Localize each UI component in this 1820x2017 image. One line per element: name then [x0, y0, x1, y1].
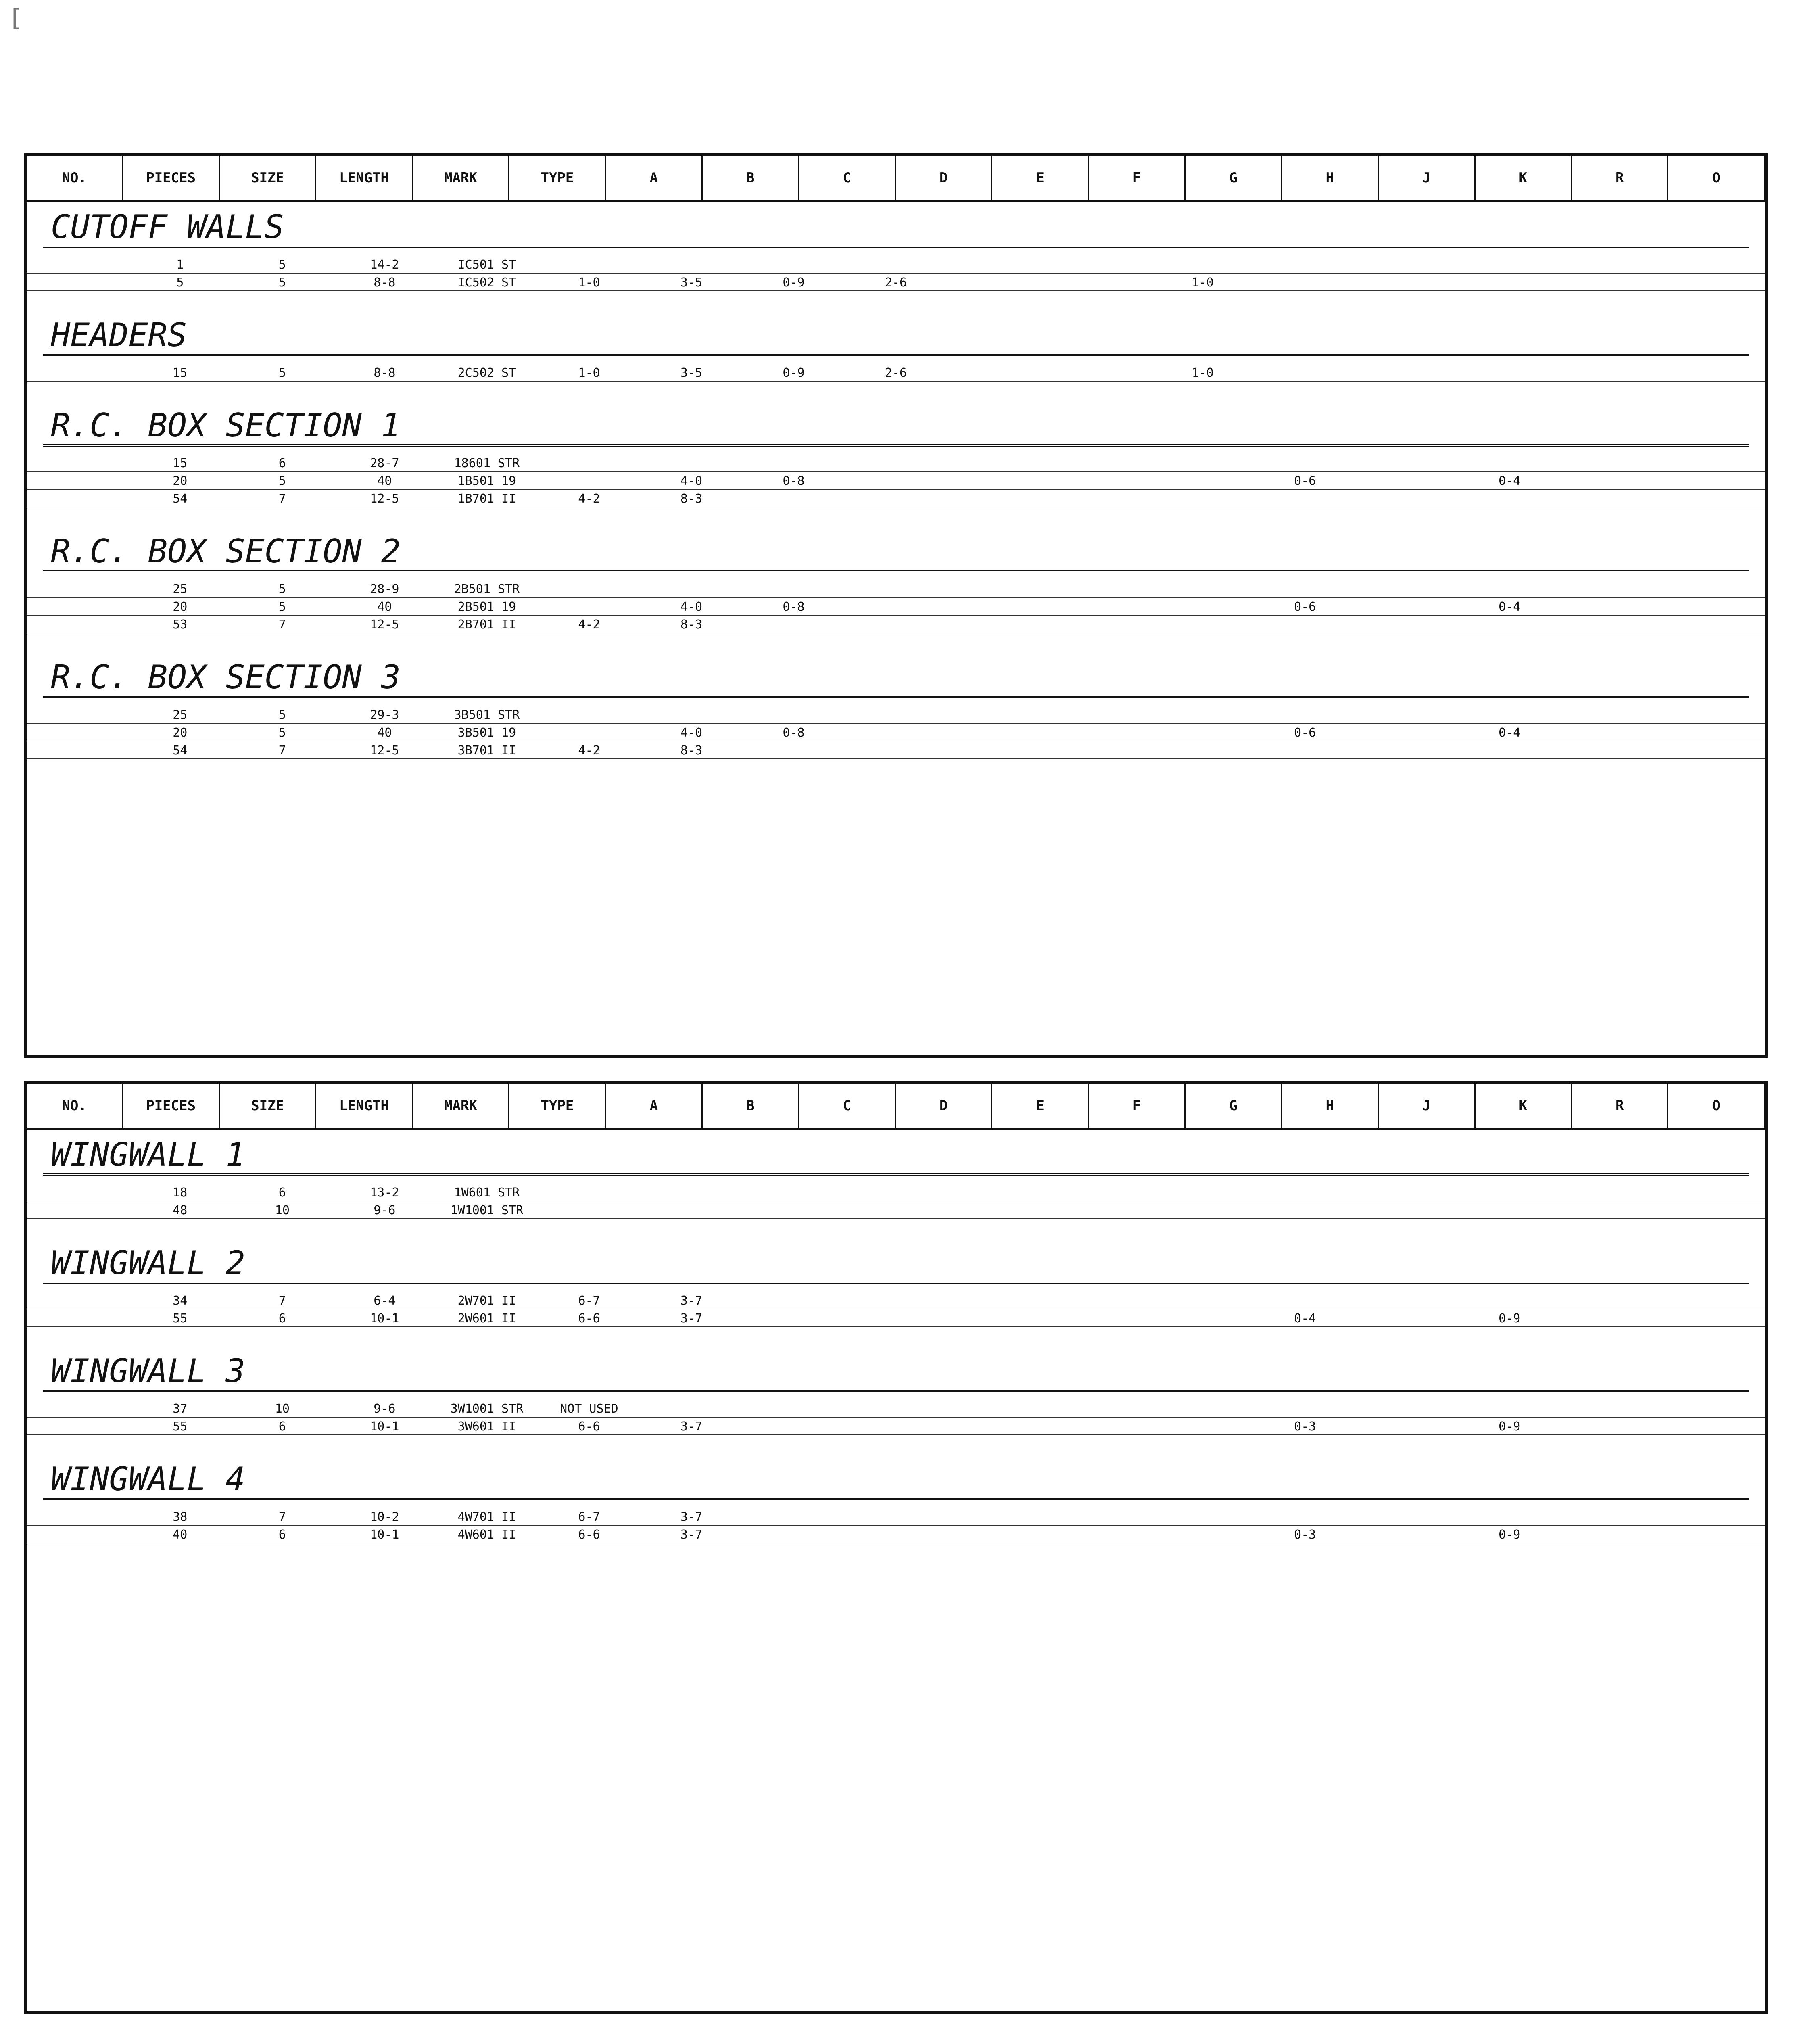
table-cell: 14-2 — [370, 257, 399, 272]
table-cell: 2-6 — [885, 365, 907, 380]
header-cell: R — [1572, 156, 1668, 200]
table-cell: 0-8 — [783, 599, 805, 614]
table-cell: 0-4 — [1294, 1311, 1316, 1326]
table-cell: 2B501 STR — [454, 582, 520, 596]
table-cell: 1W1001 STR — [450, 1203, 524, 1217]
table-cell: 0-4 — [1499, 474, 1521, 488]
table-cell: 40 — [377, 474, 392, 488]
table-cell: 54 — [173, 491, 188, 506]
header-cell: MARK — [413, 156, 509, 200]
header-cell: SIZE — [220, 156, 316, 200]
table-cell: 10-1 — [370, 1527, 399, 1542]
table-cell: 37 — [173, 1401, 188, 1416]
table-row — [27, 725, 1765, 741]
table-cell: NOT USED — [560, 1401, 618, 1416]
table-cell: 18601 STR — [454, 456, 520, 470]
table-row — [27, 1292, 1765, 1309]
table-cell: 9-6 — [374, 1203, 396, 1217]
header-cell: K — [1476, 156, 1572, 200]
schedule-rows — [27, 200, 1765, 1055]
table-cell: 13-2 — [370, 1185, 399, 1200]
table-row — [27, 1401, 1765, 1418]
table-cell: 3W1001 STR — [450, 1401, 524, 1416]
table-cell: 5 — [278, 599, 286, 614]
table-cell: 5 — [278, 708, 286, 722]
header-cell: J — [1379, 156, 1475, 200]
table-cell: 6 — [278, 1311, 286, 1326]
table-cell: 0-6 — [1294, 725, 1316, 740]
table-cell: 2W601 II — [457, 1311, 516, 1326]
header-cell: PIECES — [123, 1084, 219, 1128]
table-cell: 53 — [173, 617, 188, 632]
table-cell: 10-1 — [370, 1311, 399, 1326]
table-row — [27, 1184, 1765, 1201]
table-cell: 6-6 — [578, 1527, 600, 1542]
table-cell: 7 — [278, 491, 286, 506]
table-row — [27, 1418, 1765, 1435]
table-cell: 5 — [176, 275, 184, 290]
table-cell: 29-3 — [370, 708, 399, 722]
header-cell: G — [1186, 1084, 1282, 1128]
table-cell: 1B701 II — [457, 491, 516, 506]
table-cell: 9-6 — [374, 1401, 396, 1416]
table-row — [27, 581, 1765, 598]
table-cell: 12-5 — [370, 491, 399, 506]
table-cell: 15 — [173, 365, 188, 380]
section-title: CUTOFF WALLS — [43, 208, 1749, 248]
table-cell: 3B501 19 — [457, 725, 516, 740]
table-cell: 7 — [278, 617, 286, 632]
header-cell: F — [1089, 1084, 1186, 1128]
table-cell: 6 — [278, 1185, 286, 1200]
table-cell: 10 — [275, 1203, 290, 1217]
table-cell: 6 — [278, 1419, 286, 1434]
header-cell: J — [1379, 1084, 1475, 1128]
table-cell: 40 — [173, 1527, 188, 1542]
table-cell: 48 — [173, 1203, 188, 1217]
header-cell: D — [896, 1084, 992, 1128]
table-cell: 6-7 — [578, 1293, 600, 1308]
header-cell: MARK — [413, 1084, 509, 1128]
table-cell: 7 — [278, 743, 286, 758]
schedule-rows — [27, 1128, 1765, 2011]
table-row — [27, 455, 1765, 472]
table-cell: 3-7 — [680, 1419, 703, 1434]
table-cell: 18 — [173, 1185, 188, 1200]
table-cell: 55 — [173, 1311, 188, 1326]
header-cell: LENGTH — [316, 1084, 413, 1128]
table-row — [27, 473, 1765, 490]
table-cell: IC502 ST — [457, 275, 516, 290]
table-cell: 4W601 II — [457, 1527, 516, 1542]
table-cell: 12-5 — [370, 617, 399, 632]
header-cell: D — [896, 156, 992, 200]
table-row — [27, 1202, 1765, 1219]
table-cell: 0-6 — [1294, 474, 1316, 488]
table-cell: 54 — [173, 743, 188, 758]
table-row — [27, 365, 1765, 382]
table-row — [27, 491, 1765, 507]
table-cell: 0-9 — [1499, 1419, 1521, 1434]
header-cell: O — [1668, 156, 1765, 200]
header-cell: TYPE — [509, 1084, 606, 1128]
header-cell: C — [799, 1084, 896, 1128]
table-cell: 2W701 II — [457, 1293, 516, 1308]
header-cell: B — [703, 1084, 799, 1128]
table-cell: 15 — [173, 456, 188, 470]
table-cell: 55 — [173, 1419, 188, 1434]
table-cell: 6-6 — [578, 1311, 600, 1326]
table-cell: 3-7 — [680, 1293, 703, 1308]
table-cell: 0-4 — [1499, 725, 1521, 740]
table-cell: 40 — [377, 599, 392, 614]
table-cell: 12-5 — [370, 743, 399, 758]
table-cell: 6-7 — [578, 1510, 600, 1524]
section-title: HEADERS — [43, 316, 1749, 356]
table-cell: 3-7 — [680, 1510, 703, 1524]
table-cell: 4-2 — [578, 743, 600, 758]
header-cell: PIECES — [123, 156, 219, 200]
table-cell: 4W701 II — [457, 1510, 516, 1524]
table-cell: 1-0 — [1192, 275, 1214, 290]
table-cell: 1 — [176, 257, 184, 272]
table-row — [27, 599, 1765, 616]
header-cell: O — [1668, 1084, 1765, 1128]
table-row — [27, 616, 1765, 633]
header-cell: NO. — [27, 1084, 123, 1128]
header-cell: G — [1186, 156, 1282, 200]
table-cell: 40 — [377, 725, 392, 740]
table-cell: 3B501 STR — [454, 708, 520, 722]
table-row — [27, 1310, 1765, 1327]
table-cell: 5 — [278, 725, 286, 740]
header-cell: A — [606, 156, 703, 200]
table-cell: 0-3 — [1294, 1527, 1316, 1542]
table-cell: 0-4 — [1499, 599, 1521, 614]
section-title: WINGWALL 1 — [43, 1136, 1749, 1176]
header-cell: E — [992, 156, 1089, 200]
table-cell: 0-8 — [783, 725, 805, 740]
table-cell: 20 — [173, 474, 188, 488]
table-cell: 10 — [275, 1401, 290, 1416]
corner-mark: [ — [8, 4, 23, 32]
table-cell: 8-8 — [374, 365, 396, 380]
table-cell: 6 — [278, 456, 286, 470]
table-cell: 0-9 — [1499, 1311, 1521, 1326]
table-cell: 6 — [278, 1527, 286, 1542]
table-cell: 25 — [173, 708, 188, 722]
section-title: WINGWALL 4 — [43, 1460, 1749, 1500]
table-cell: 38 — [173, 1510, 188, 1524]
table-cell: 5 — [278, 474, 286, 488]
table-cell: 4-0 — [680, 725, 703, 740]
table-cell: 8-3 — [680, 617, 703, 632]
table-cell: 2-6 — [885, 275, 907, 290]
table-cell: 1B501 19 — [457, 474, 516, 488]
table-cell: 10-2 — [370, 1510, 399, 1524]
section-title: WINGWALL 3 — [43, 1352, 1749, 1392]
table-row — [27, 1509, 1765, 1526]
reinforcing-schedule-right — [24, 1081, 1768, 2014]
table-row — [27, 707, 1765, 724]
table-cell: 0-9 — [1499, 1527, 1521, 1542]
table-row — [27, 742, 1765, 759]
table-cell: 1-0 — [578, 365, 600, 380]
table-row — [27, 274, 1765, 291]
table-cell: 7 — [278, 1510, 286, 1524]
header-cell: A — [606, 1084, 703, 1128]
table-cell: 3B701 II — [457, 743, 516, 758]
table-cell: 28-7 — [370, 456, 399, 470]
table-cell: 5 — [278, 582, 286, 596]
schedule-header — [27, 1084, 1765, 1130]
table-cell: 3-5 — [680, 365, 703, 380]
header-cell: C — [799, 156, 896, 200]
header-cell: K — [1476, 1084, 1572, 1128]
table-cell: 5 — [278, 365, 286, 380]
table-cell: 2B701 II — [457, 617, 516, 632]
table-cell: 4-2 — [578, 491, 600, 506]
table-cell: 3-7 — [680, 1311, 703, 1326]
table-cell: 7 — [278, 1293, 286, 1308]
table-cell: 1-0 — [578, 275, 600, 290]
header-cell: H — [1282, 1084, 1379, 1128]
table-cell: IC501 ST — [457, 257, 516, 272]
table-cell: 8-3 — [680, 743, 703, 758]
table-cell: 34 — [173, 1293, 188, 1308]
header-cell: B — [703, 156, 799, 200]
table-row — [27, 257, 1765, 274]
header-cell: R — [1572, 1084, 1668, 1128]
table-cell: 2B501 19 — [457, 599, 516, 614]
table-cell: 8-3 — [680, 491, 703, 506]
table-cell: 28-9 — [370, 582, 399, 596]
reinforcing-schedule-left — [24, 153, 1768, 1058]
section-title: R.C. BOX SECTION 2 — [43, 532, 1749, 572]
table-cell: 1W601 STR — [454, 1185, 520, 1200]
table-cell: 20 — [173, 599, 188, 614]
table-cell: 4-2 — [578, 617, 600, 632]
table-cell: 1-0 — [1192, 365, 1214, 380]
table-cell: 20 — [173, 725, 188, 740]
table-row — [27, 1526, 1765, 1543]
header-cell: NO. — [27, 156, 123, 200]
table-cell: 3W601 II — [457, 1419, 516, 1434]
table-cell: 10-1 — [370, 1419, 399, 1434]
header-cell: LENGTH — [316, 156, 413, 200]
section-title: R.C. BOX SECTION 1 — [43, 407, 1749, 447]
table-cell: 4-0 — [680, 474, 703, 488]
table-cell: 6-4 — [374, 1293, 396, 1308]
table-cell: 0-9 — [783, 365, 805, 380]
table-cell: 0-9 — [783, 275, 805, 290]
table-cell: 6-6 — [578, 1419, 600, 1434]
header-cell: H — [1282, 156, 1379, 200]
section-title: R.C. BOX SECTION 3 — [43, 658, 1749, 698]
table-cell: 4-0 — [680, 599, 703, 614]
table-cell: 25 — [173, 582, 188, 596]
table-cell: 8-8 — [374, 275, 396, 290]
table-cell: 0-8 — [783, 474, 805, 488]
table-cell: 5 — [278, 275, 286, 290]
table-cell: 5 — [278, 257, 286, 272]
header-cell: SIZE — [220, 1084, 316, 1128]
table-cell: 0-3 — [1294, 1419, 1316, 1434]
section-title: WINGWALL 2 — [43, 1244, 1749, 1284]
table-cell: 0-6 — [1294, 599, 1316, 614]
table-cell: 2C502 ST — [457, 365, 516, 380]
schedule-header — [27, 156, 1765, 202]
header-cell: TYPE — [509, 156, 606, 200]
table-cell: 3-7 — [680, 1527, 703, 1542]
header-cell: E — [992, 1084, 1089, 1128]
header-cell: F — [1089, 156, 1186, 200]
table-cell: 3-5 — [680, 275, 703, 290]
